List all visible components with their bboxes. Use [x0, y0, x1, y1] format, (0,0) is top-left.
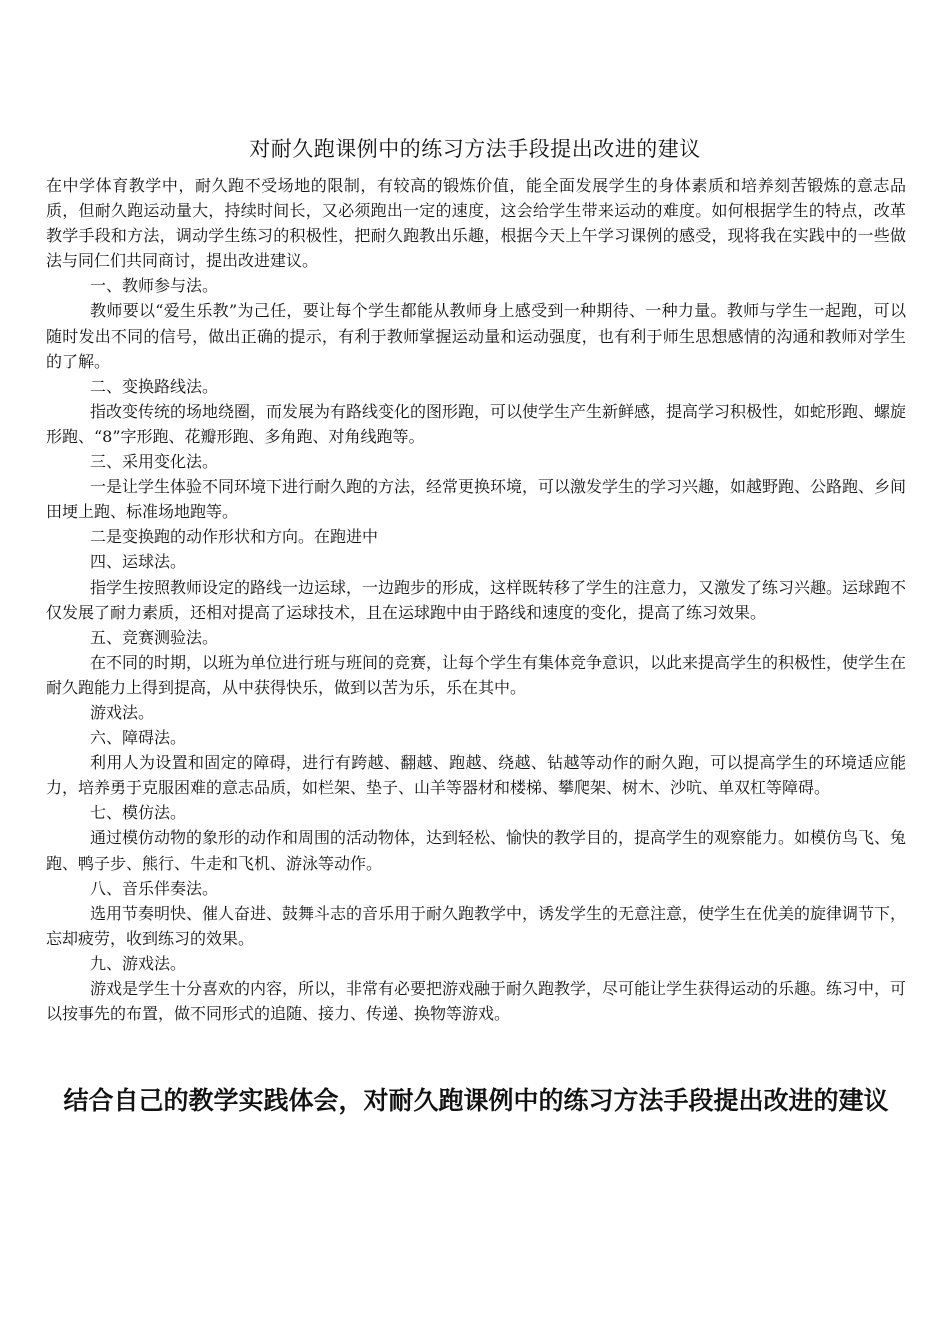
section-heading: 三、采用变化法。	[90, 452, 219, 472]
document-body	[46, 173, 906, 1026]
closing-heading: 结合自己的教学实践体会，对耐久跑课例中的练习方法手段提出改进的建议	[63, 1086, 889, 1115]
section-heading: 七、模仿法。	[90, 803, 187, 823]
section-heading: 六、障碍法。	[90, 728, 187, 748]
section-heading: 四、运球法。	[90, 552, 187, 572]
paragraph: 在中学体育教学中，耐久跑不受场地的限制，有较高的锻炼价值，能全面发展学生的身体素质和培养刻苦锻炼的意志品质，但耐久跑运动量大，持续时间长，又必须跑出一定的速度，这会给学生带来运动的难度。如何根据学生的特点，改革教学手段和方法，调动学生练习的积极性，把耐久跑教出乐趣，根据今天上午学习课例的感受，现将我在实践中的一些做法与同仁们共同商讨，提出改进建议。	[46, 176, 906, 271]
section-heading: 八、音乐伴奏法。	[90, 878, 219, 898]
section-heading: 二、变换路线法。	[90, 376, 219, 396]
paragraph: 通过模仿动物的象形的动作和周围的活动物体，达到轻松、愉快的教学目的，提高学生的观察能力。如模仿鸟飞、兔跑、鸭子步、熊行、牛走和飞机、游泳等动作。	[46, 828, 907, 873]
paragraph: 教师要以“爱生乐教”为己任，要让每个学生都能从教师身上感受到一种期待、一种力量。教师与学生一起跑，可以随时发出不同的信号，做出正确的提示，有利于教师掌握运动量和运动强度，也有利于师生思想感情的沟通和教师对学生的了解。	[46, 301, 906, 371]
paragraph: 指改变传统的场地绕圈，而发展为有路线变化的图形跑，可以使学生产生新鲜感，提高学习积极性，如蛇形跑、螺旋形跑、“8”字形跑、花瓣形跑、多角跑、对角线跑等。	[46, 401, 907, 446]
paragraph: 选用节奏明快、催人奋进、鼓舞斗志的音乐用于耐久跑教学中，诱发学生的无意注意，使学生在优美的旋律调节下，忘却疲劳，收到练习的效果。	[46, 903, 907, 948]
paragraph: 指学生按照教师设定的路线一边运球，一边跑步的形成，这样既转移了学生的注意力，又激发了练习兴趣。运球跑不仅发展了耐力素质，还相对提高了运球技术，且在运球跑中由于路线和速度的变化，提高了练习效果。	[46, 577, 907, 622]
paragraph: 利用人为设置和固定的障碍，进行有跨越、翻越、跑越、绕越、钻越等动作的耐久跑，可以提高学生的环境适应能力，培养勇于克服困难的意志品质，如栏架、垫子、山羊等器材和楼梯、攀爬架、树木、沙吭、单双杠等障碍。	[46, 753, 906, 798]
paragraph: 二是变换跑的动作形状和方向。在跑进中	[90, 527, 379, 547]
section-heading: 五、竞赛测验法。	[90, 627, 219, 647]
document-title: 对耐久跑课例中的练习方法手段提出改进的建议	[249, 137, 701, 161]
section-heading: 一、教师参与法。	[90, 276, 219, 296]
paragraph: 游戏是学生十分喜欢的内容，所以，非常有必要把游戏融于耐久跑教学，尽可能让学生获得运动的乐趣。练习中，可以按事先的布置，做不同形式的追随、接力、传递、换物等游戏。	[46, 979, 907, 1024]
section-heading: 九、游戏法。	[90, 953, 187, 973]
paragraph: 一是让学生体验不同环境下进行耐久跑的方法，经常更换环境，可以激发学生的学习兴趣，如越野跑、公路跑、乡间田埂上跑、标准场地跑等。	[46, 477, 907, 522]
section-heading: 游戏法。	[90, 702, 155, 722]
paragraph: 在不同的时期，以班为单位进行班与班间的竞赛，让每个学生有集体竞争意识，以此来提高学生的积极性，使学生在耐久跑能力上得到提高，从中获得快乐，做到以苦为乐，乐在其中。	[46, 652, 907, 697]
